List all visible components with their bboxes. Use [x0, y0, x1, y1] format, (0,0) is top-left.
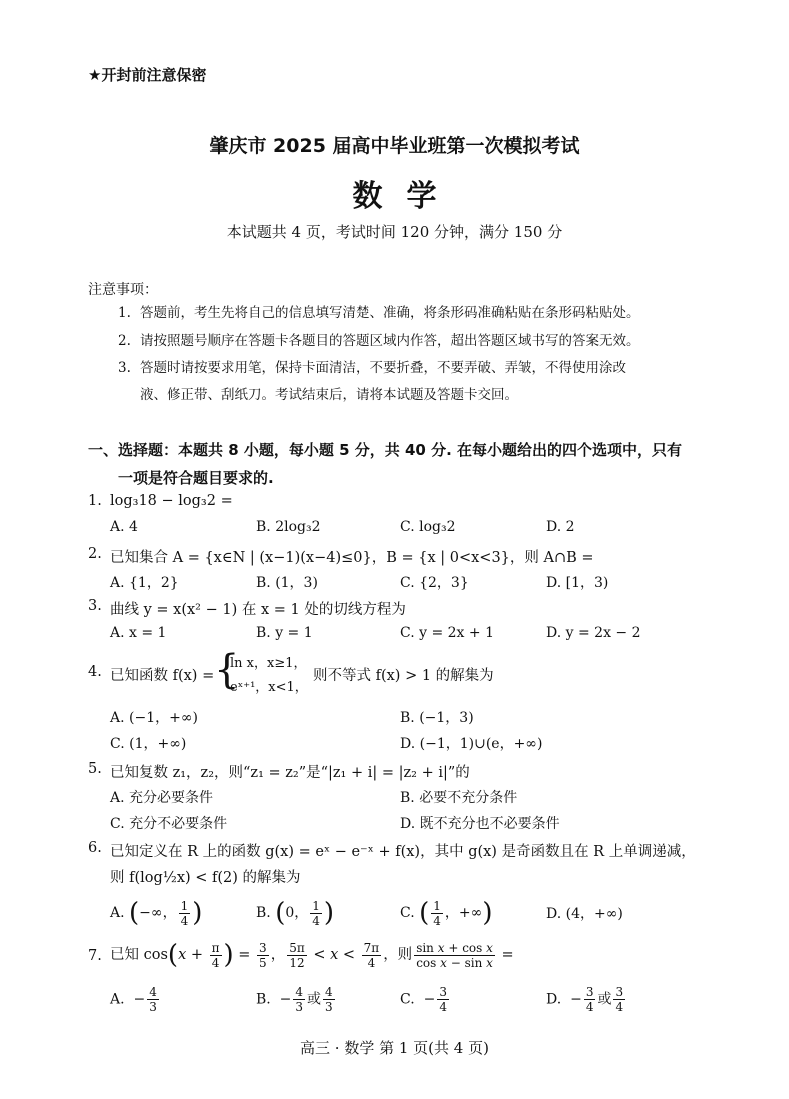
piecewise-brace: { [214, 647, 240, 693]
option-d: D. (4，+∞) [546, 906, 623, 922]
option-a: A. − $\frac{4}{3}$ [110, 985, 157, 1014]
option-b: B. (−1，3) [400, 710, 474, 726]
option-a: A. (−∞， $\frac{1}{4}$ ) [110, 898, 203, 928]
exam-title: 肇庆市 2025 届高中毕业班第一次模拟考试 [209, 135, 580, 157]
option-b: B. − $\frac{4}{3}$ 或 $\frac{4}{3}$ [256, 985, 333, 1014]
option-c: C. (1，+∞) [110, 736, 187, 752]
piecewise-case-1: ln x，x≥1， [230, 656, 307, 671]
subject-title: 数学 [352, 179, 461, 214]
option-c: C. 充分不必要条件 [110, 816, 228, 832]
option-a: A. {1，2} [110, 575, 179, 591]
section-heading: 一、选择题：本题共 8 小题，每小题 5 分，共 40 分. 在每小题给出的四个选项中，只有 一项是符合题目要求的. [88, 441, 683, 487]
notes-title: 注意事项： [88, 282, 158, 298]
confidential-notice: ★开封前注意保密 [88, 66, 207, 84]
option-b: B. 2log₃2 [256, 519, 321, 535]
piecewise-case-2: eˣ⁺¹，x<1， [230, 680, 308, 695]
option-c: C. ( $\frac{1}{4}$ ，+∞) [400, 898, 493, 928]
option-a: A. 4 [110, 519, 138, 535]
option-b: B. (1，3) [256, 575, 318, 591]
option-d: D. 2 [546, 519, 575, 535]
note-item: 1. 答题前，考生先将自己的信息填写清楚、准确，将条形码准确粘贴在条形码粘贴处。 [118, 305, 640, 321]
option-d: D. y = 2x − 2 [546, 625, 641, 641]
exam-info: 本试题共 4 页，考试时间 120 分钟，满分 150 分 [226, 223, 563, 241]
note-item: 2. 请按照题号顺序在答题卡各题目的答题区域内作答，超出答题区域书写的答案无效。 [118, 333, 640, 349]
page-footer: 高三 · 数学 第 1 页(共 4 页) [300, 1039, 489, 1057]
option-c: C. {2，3} [400, 575, 469, 591]
question-4-tail: 则不等式 f(x) > 1 的解集为 [313, 668, 494, 684]
option-d: D. − $\frac{3}{4}$ 或 $\frac{3}{4}$ [546, 985, 624, 1014]
option-c: C. − $\frac{3}{4}$ [400, 985, 447, 1014]
question-7: 7. 已知 cos(x + $\frac{\pi}{4}$ ) = $\frac{3}{5}$ ， $\frac{5\pi}{12}$ < x < $\frac{7\pi}{4}$ ，则 $\frac{\text{sin x + cos x}}{\text{cos x − sin x}}$ = [88, 940, 514, 970]
question-4: 4. 已知函数 f(x) = { ln x，x≥1， eˣ⁺¹，x<1， 则不等式 f(x) > 1 的解集为 [88, 647, 494, 695]
option-a: A. 充分必要条件 [110, 790, 214, 806]
option-b: B. y = 1 [256, 625, 313, 641]
option-c: C. y = 2x + 1 [400, 625, 494, 641]
note-item-continued: 液、修正带、刮纸刀。考试结束后，请将本试题及答题卡交回。 [140, 387, 518, 403]
option-a: A. x = 1 [110, 625, 167, 641]
option-d: D. (−1，1)∪(e，+∞) [400, 736, 543, 752]
option-b: B. 必要不充分条件 [400, 790, 518, 806]
option-b: B. (0， $\frac{1}{4}$ ) [256, 898, 335, 928]
option-d: D. 既不充分也不必要条件 [400, 816, 560, 832]
question-6-line2: 则 f(log½x) < f(2) 的解集为 [110, 870, 301, 886]
option-d: D. [1，3) [546, 575, 609, 591]
option-c: C. log₃2 [400, 519, 456, 535]
note-item: 3. 答题时请按要求用笔，保持卡面清洁，不要折叠，不要弄破、弄皱，不得使用涂改 [118, 360, 626, 376]
option-a: A. (−1，+∞) [110, 710, 198, 726]
